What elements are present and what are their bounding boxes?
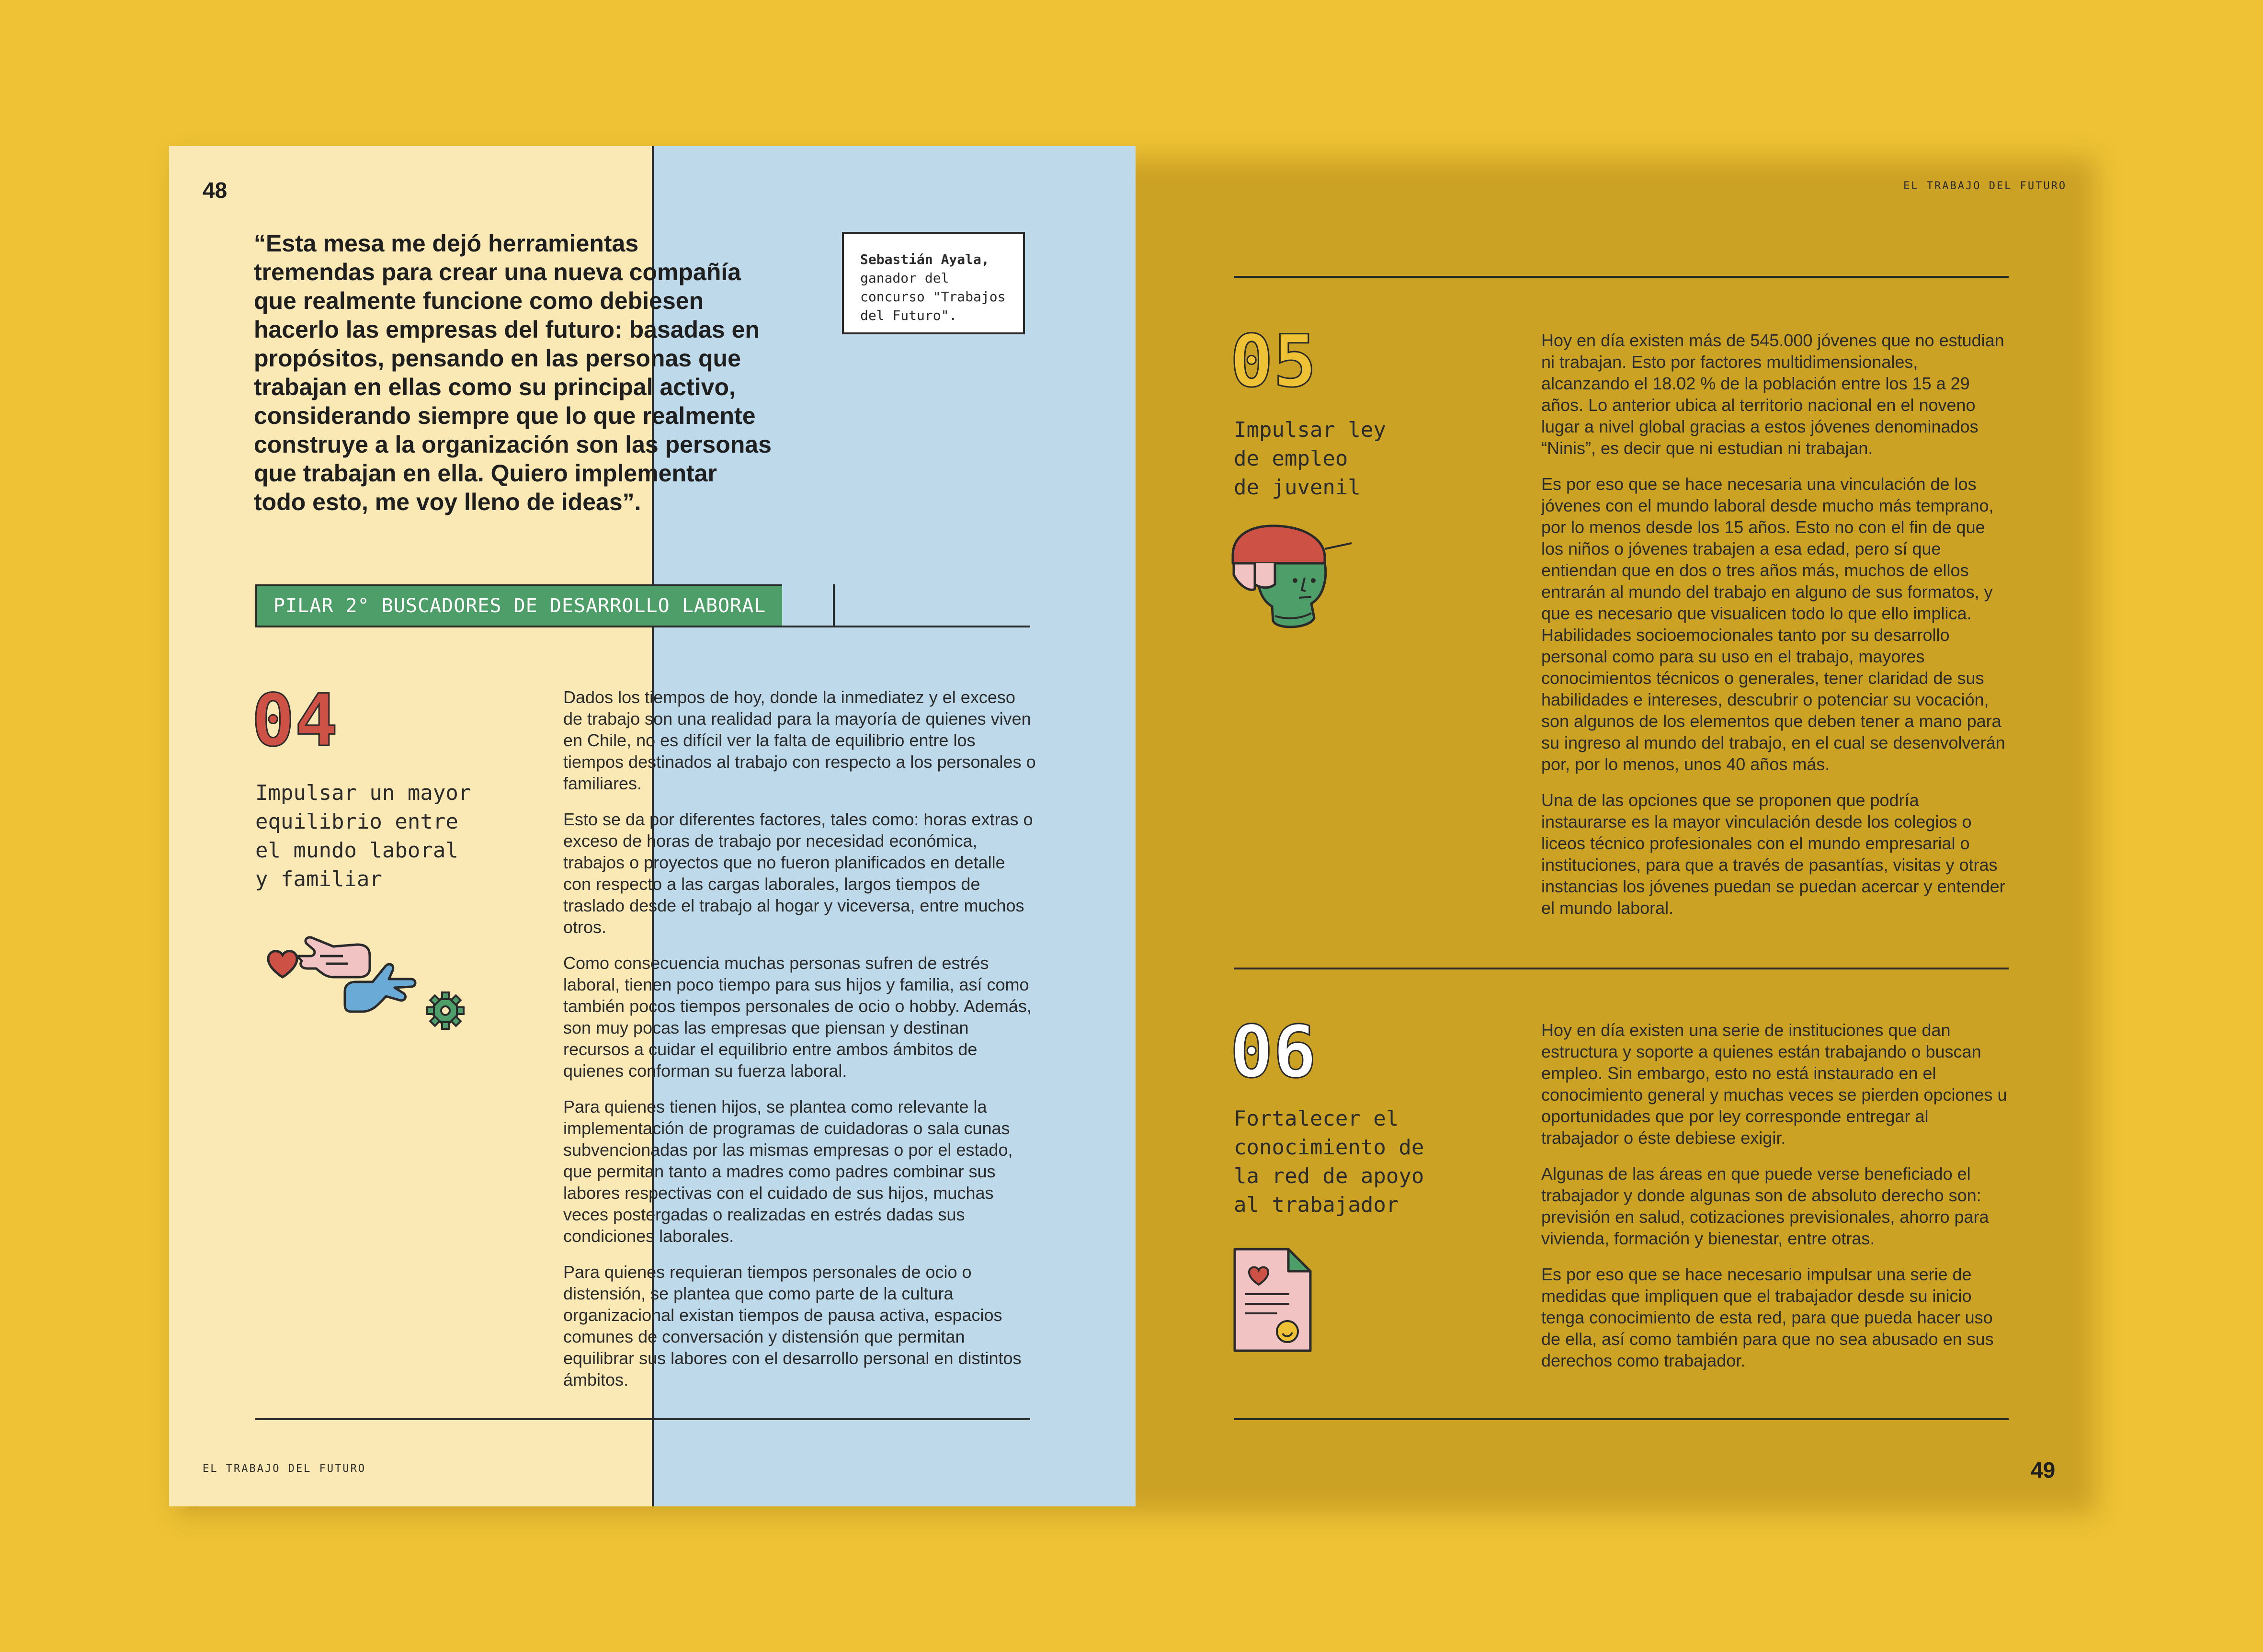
running-header-right: EL TRABAJO DEL FUTURO (1903, 180, 2067, 192)
section-title-04: Impulsar un mayor equilibrio entre el mundo laboral y familiar (255, 781, 471, 891)
attribution-name: Sebastián Ayala, (860, 251, 989, 267)
quote-line: todo esto, me voy lleno de ideas”. (254, 489, 641, 515)
quote-attribution (842, 232, 1025, 334)
pilar-banner: PILAR 2° BUSCADORES DE DESARROLLO LABORAL (255, 584, 782, 627)
section-divider (1234, 276, 2009, 278)
paragraph: Dados los tiempos de hoy, donde la inmediatez y el exceso de trabajo son una realidad para la mayoría de quienes viven en Chile, no es difícil ver la falta de equilibrio entre los tiempos destinados al trabajo con respecto a los personales o familiares. (563, 687, 1036, 793)
paragraph: Para quienes tienen hijos, se plantea como relevante la implementación de programas de cuidadoras o sala cunas subvencionadas por las mismas empresas o por el estado, que permitan tanto a madres como padres combinar sus labores respectivas con el cuidado de sus hijos, muchas veces postergadas o realizadas en estrés dadas sus condiciones laborales. (563, 1097, 1013, 1246)
attribution-line: concurso "Trabajos (860, 289, 1006, 305)
paragraph: Algunas de las áreas en que puede verse beneficiado el trabajador y donde algunas son de absoluto derecho son: previsión en salud, cotizaciones previsionales, ahorro para vivienda, formación y bienestar, entre otras. (1541, 1164, 1989, 1248)
paragraph: Esto se da por diferentes factores, tales como: horas extras o exceso de horas de trabajo por necesidad económica, trabajos o proyectos que no fueron planificados en detalle con respecto a las cargas laborales, largos tiempos de traslado desde el trabajo al hogar y viceversa, entre muchos otros. (563, 809, 1033, 937)
section-title-06: Fortalecer el conocimiento de la red de apoyo al trabajador (1234, 1106, 1424, 1217)
young-face-cap-icon (1229, 517, 1358, 651)
attribution-line: del Futuro". (860, 308, 957, 323)
section-number-04: 04 (251, 679, 338, 763)
section-body-05 (1541, 330, 2009, 933)
page-number-left: 48 (203, 178, 227, 203)
quote-line: construye a la organización son las personas (254, 431, 772, 458)
paragraph: Para quienes requieran tiempos personales de ocio o distensión, se plantea que como parte de la cultura organizacional existan tiempos de pausa activa, espacios comunes de conversación y distensión que permitan equilibrar sus labores con el desarrollo personal en distintos ámbitos. (563, 1262, 1022, 1390)
quote-line: “Esta mesa me dejó herramientas (254, 230, 639, 257)
section-number-06: 06 (1230, 1011, 1317, 1094)
paragraph: Hoy en día existen una serie de instituciones que dan estructura y soporte a quienes están trabajando o buscan empleo. Sin embargo, esto no está instaurado en el conocimiento general y muchas veces se pierden opciones u oportunidades que por ley corresponde entregar al trabajador o éste debiese exigir. (1541, 1020, 2007, 1148)
section-divider (1234, 968, 2009, 969)
bottom-divider-right (1234, 1418, 2009, 1420)
paragraph: Es por eso que se hace necesaria una vinculación de los jóvenes con el mundo laboral desde mucho más temprano, por lo menos desde los 15 años. Esto no con el fin de que los niños o jóvenes trabajen a esa edad, pero sí que entiendan que en dos o tres años más, muchos de ellos entrarán al mundo del trabajo en alguno de sus formatos, y que es necesario que visualicen todo lo que ello implica. Habilidades socioemocionales tanto por su desarrollo personal como para su uso en el trabajo, mayores conocimientos técnicos o generales, tener claridad de sus habilidades e intereses, descubrir o potenciar su vocación, son algunos de los elementos que deben tener a mano para su ingreso al mundo del trabajo, en el cual se desenvolverán por, por lo menos, unos 40 años más. (1541, 474, 2005, 774)
quote-line: que realmente funcione como debiesen (254, 287, 704, 314)
paragraph: Hoy en día existen más de 545.000 jóvenes que no estudian ni trabajan. Esto por factores multidimensionales, alcanzando el 18.02 % de la población entre los 15 a 29 años. Lo anterior ubica al territorio nacional en el noveno lugar a nivel global gracias a estos jóvenes denominados “Ninis”, es decir que ni estudian ni trabajan. (1541, 330, 2004, 458)
quote-line: hacerlo las empresas del futuro: basadas en (254, 316, 760, 343)
paragraph: Una de las opciones que se proponen que podría instaurarse es la mayor vinculación desde los colegios o liceos técnico profesionales con el mundo empresarial o instituciones, para que a través de pasantías, visitas y otras instancias los jóvenes puedan se puedan acercar y entender el mundo laboral. (1541, 790, 2005, 918)
hands-heart-gear-icon (249, 910, 469, 1035)
quote-line: tremendas para crear una nueva compañía (254, 259, 741, 285)
pull-quote (254, 229, 805, 516)
section-body-06 (1541, 1019, 2009, 1386)
quote-line: que trabajan en ella. Quiero implementar (254, 460, 717, 487)
page-number-right: 49 (2031, 1458, 2056, 1482)
section-title-05: Impulsar ley de empleo de juvenil (1234, 418, 1386, 500)
attribution-line: ganador del (860, 270, 949, 286)
section-number-05: 05 (1230, 320, 1317, 403)
section-body-04 (563, 686, 1037, 1405)
bottom-divider-left (255, 1418, 1030, 1420)
quote-line: trabajan en ellas como su principal activo, (254, 374, 736, 400)
pilar-banner-edge (833, 584, 835, 627)
running-footer-left: EL TRABAJO DEL FUTURO (203, 1463, 366, 1475)
quote-line: propósitos, pensando en las personas que (254, 345, 741, 372)
section-divider (255, 626, 1030, 627)
paragraph: Es por eso que se hace necesario impulsar una serie de medidas que impliquen que el trabajador desde su inicio tenga conocimiento de esta red, para que pueda hacer uso de ella, así como también para que no sea abusado en sus derechos como trabajador. (1541, 1265, 1994, 1370)
document-heart-icon (1231, 1245, 1317, 1356)
paragraph: Como consecuencia muchas personas sufren de estrés laboral, tienen poco tiempo para sus hijos y familia, así como también pocos tiempos personales de ocio o hobby. Además, son muy pocas las empresas que piensan y destinan recursos a cuidar el equilibrio entre ambos ámbitos de quienes conforman su fuerza laboral. (563, 953, 1032, 1081)
quote-line: considerando siempre que lo que realmente (254, 402, 756, 429)
